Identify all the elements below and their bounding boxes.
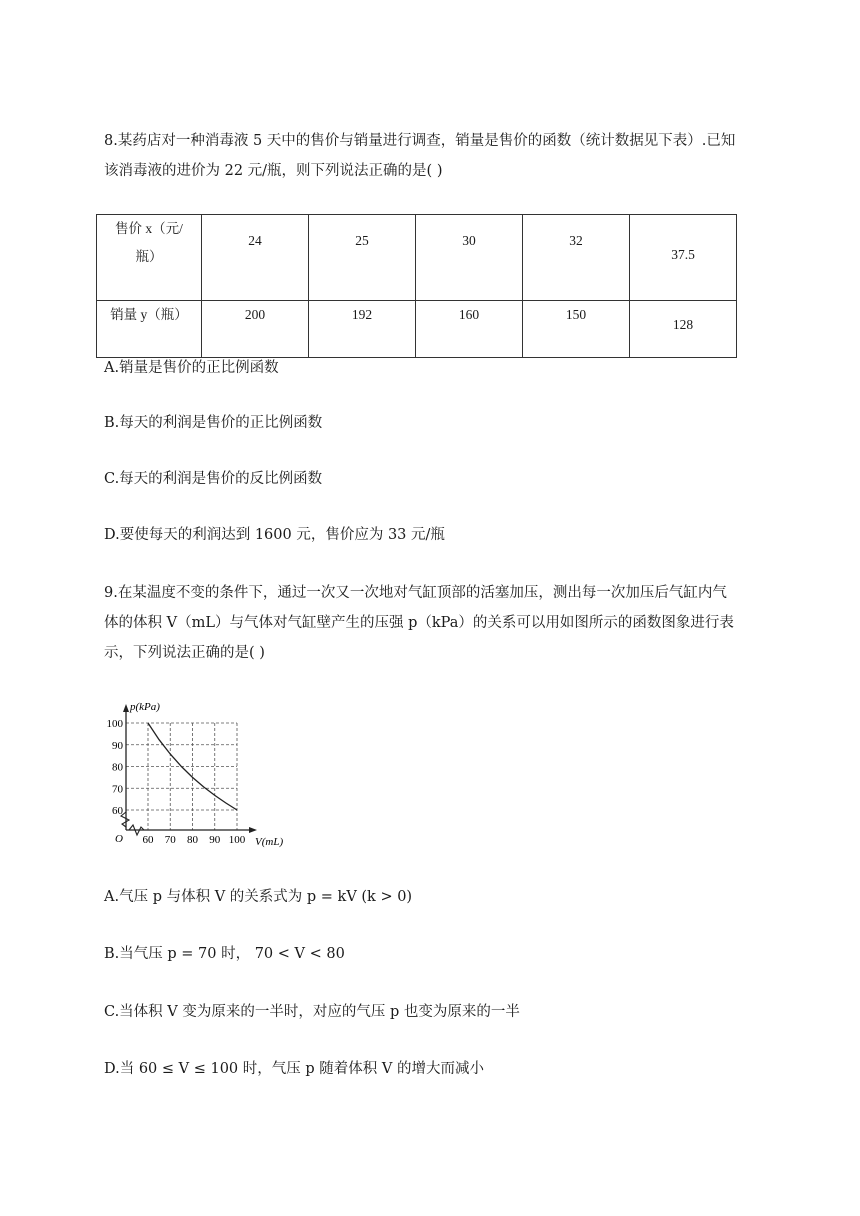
x-tick-label: 80: [187, 834, 198, 846]
price-header-line1: 售价 x（元/: [115, 221, 183, 236]
table-row-price: [97, 215, 737, 301]
y-axis-arrow: [123, 704, 129, 712]
price-cell: 32: [523, 215, 630, 301]
price-cell: 30: [416, 215, 523, 301]
y-axis-label: p(kPa): [130, 701, 160, 713]
q9-option-d: D.当 60 ≤ V ≤ 100 时，气压 p 随着体积 V 的增大而减小: [104, 1061, 484, 1077]
x-axis-label: V(mL): [255, 836, 284, 848]
chart-grid: [126, 723, 237, 830]
q9-option-a: A.气压 p 与体积 V 的关系式为 p = kV (k > 0): [104, 889, 413, 905]
price-header: [97, 215, 202, 301]
price-cell: 24: [202, 215, 309, 301]
y-tick-label: 60: [112, 805, 123, 817]
sales-cell: 160: [416, 301, 523, 358]
q8-stem-line2: 该消毒液的进价为 22 元/瓶，则下列说法正确的是( ): [104, 163, 443, 179]
q9-stem: [104, 578, 764, 668]
q9-stem-line1: 9.在某温度不变的条件下，通过一次又一次地对气缸顶部的活塞加压，测出每一次加压后气缸内气: [104, 585, 727, 601]
q8-data-table: [96, 214, 737, 358]
price-cell: 37.5: [630, 215, 737, 301]
sales-cell: 128: [630, 301, 737, 358]
q8-stem: [104, 126, 764, 186]
q8-option-d: D.要使每天的利润达到 1600 元，售价应为 33 元/瓶: [104, 527, 445, 543]
x-tick-label: 100: [228, 834, 246, 846]
x-tick-label: 60: [142, 834, 154, 846]
y-tick-label: 90: [112, 739, 123, 752]
price-cell: 25: [309, 215, 416, 301]
y-tick-label: 80: [112, 761, 123, 774]
origin-label: O: [115, 833, 123, 845]
q8-option-c: C.每天的利润是售价的反比例函数: [104, 471, 323, 487]
y-tick-label: 100: [106, 718, 123, 730]
sales-cell: 150: [523, 301, 630, 358]
x-tick-label: 70: [164, 834, 176, 846]
pressure-volume-graph: [100, 696, 300, 856]
table-row-sales: [97, 301, 737, 358]
price-header-line2: 瓶）: [135, 249, 163, 264]
q9-option-c: C.当体积 V 变为原来的一半时，对应的气压 p 也变为原来的一半: [104, 1004, 520, 1020]
y-tick-label: 70: [112, 783, 123, 796]
q9-stem-line3: 示，下列说法正确的是( ): [104, 645, 265, 661]
q8-option-a: A.销量是售价的正比例函数: [104, 360, 279, 376]
x-axis-arrow: [249, 827, 257, 833]
q9-option-b: B.当气压 p = 70 时， 70 < V < 80: [104, 946, 345, 962]
q9-stem-line2: 体的体积 V（mL）与气体对气缸壁产生的压强 p（kPa）的关系可以用如图所示的函数图象进行表: [104, 615, 734, 631]
sales-cell: 200: [202, 301, 309, 358]
q8-stem-line1: 8.某药店对一种消毒液 5 天中的售价与销量进行调查，销量是售价的函数（统计数据见下表）.已知: [104, 133, 736, 149]
q8-option-b: B.每天的利润是售价的正比例函数: [104, 415, 323, 431]
sales-header: 销量 y（瓶）: [97, 301, 202, 358]
sales-cell: 192: [309, 301, 416, 358]
x-tick-label: 90: [209, 834, 221, 846]
chart-ticks: [107, 718, 246, 846]
